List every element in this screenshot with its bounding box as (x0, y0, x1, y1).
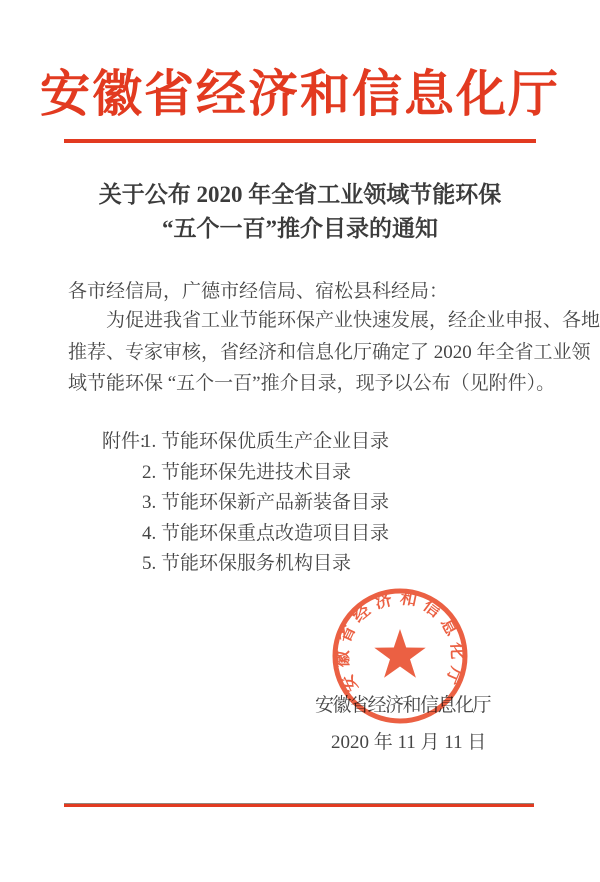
attachment-item-2: 2. 节能环保先进技术目录 (142, 461, 352, 483)
signature-org-name: 安徽省经济和信息化厅 (315, 695, 491, 716)
attachment-item-3: 3. 节能环保新产品新装备目录 (142, 492, 390, 513)
attachment-item-4: 4. 节能环保重点改造项目目录 (142, 522, 390, 544)
document-title-line2: “五个一百”推介目录的通知 (162, 216, 438, 241)
letterhead-divider (64, 139, 536, 143)
document-title-line1: 关于公布 2020 年全省工业领域节能环保 (98, 182, 502, 207)
attachments-label: 附件: (102, 431, 146, 452)
seal-star-icon (374, 629, 425, 678)
body-line-1: 为促进我省工业节能环保产业快速发展，经企业申报、各地 (106, 310, 600, 331)
recipients-line: 各市经信局，广德市经信局、宿松县科经局： (68, 281, 449, 302)
body-line-3: 域节能环保 “五个一百”推介目录，现予以公布（见附件）。 (68, 373, 556, 394)
attachment-row-5 (102, 549, 389, 580)
footer-divider (64, 803, 534, 807)
attachments-list (102, 427, 389, 580)
attachment-row-2 (102, 458, 389, 489)
attachment-row-1 (102, 427, 389, 458)
official-seal-stamp (318, 576, 482, 740)
document-title (0, 178, 600, 246)
letterhead-org-name: 安徽省经济和信息化厅 (40, 66, 560, 122)
attachment-row-3 (102, 488, 389, 519)
seal-arc-text: 安徽省经济和信息化厅 (332, 588, 468, 696)
attachment-item-5: 5. 节能环保服务机构目录 (142, 553, 352, 574)
body-paragraph (68, 305, 600, 400)
body-line-2: 推荐、专家审核，省经济和信息化厅确定了 2020 年全省工业领 (68, 341, 591, 363)
attachment-row-4 (102, 519, 389, 550)
signature-date: 2020 年 11 月 11 日 (331, 732, 487, 753)
attachment-item-1: 1. 节能环保优质生产企业目录 (142, 431, 390, 452)
